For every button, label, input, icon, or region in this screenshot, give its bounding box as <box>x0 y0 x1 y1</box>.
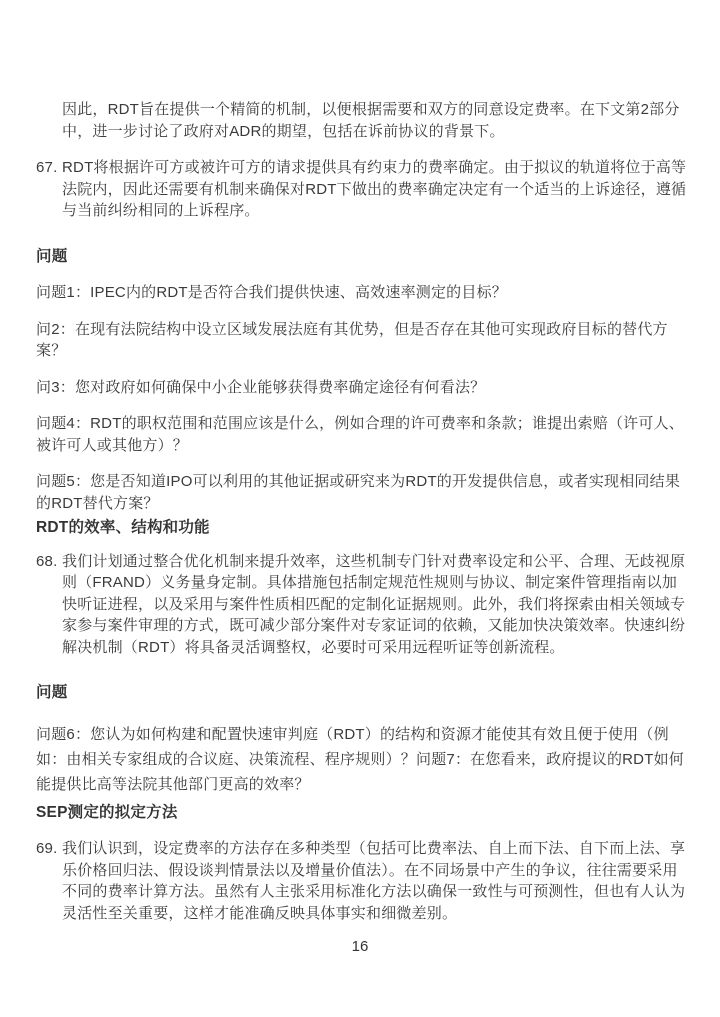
question-3: 问3：您对政府如何确保中小企业能够获得费率确定途径有何看法？ <box>36 378 486 396</box>
intro-paragraph: 因此，RDT旨在提供一个精简的机制，以便根据需要和双方的同意设定费率。在下文第2部分中，进一步讨论了政府对ADR的期望，包括在诉前协议的背景下。 <box>62 101 680 140</box>
questions-heading-1: 问题 <box>36 247 68 265</box>
paragraph-67-text: RDT将根据许可方或被许可方的请求提供具有约束力的费率确定。由于拟议的轨道将位于高等法院内，因此还需要有机制来确保对RDT下做出的费率确定决定有一个适当的上诉途径，遵循与当前纠纷相同的上诉程序。 <box>62 159 687 219</box>
question-6-and-7: 问题6：您认为如何构建和配置快速审判庭（RDT）的结构和资源才能使其有效且便于使用（例如：由相关专家组成的合议庭、决策流程、程序规则）？问题7：在您看来，政府提议的RDT如何能提供比高等法院其他部门更高的效率？ <box>36 725 684 793</box>
paragraph-68-text: 我们计划通过整合优化机制来提升效率，这些机制专门针对费率设定和公平、合理、无歧视原则（FRAND）义务量身定制。具体措施包括制定规范性规则与协议、制定案件管理指南以加快听证进程，以及采用与案件性质相匹配的定制化证据规则。此外，我们将探索由相关领域专家参与案件审理的方式，既可减少部分案件对专家证词的依赖，又能加快决策效率。快速纠纷解决机制（RDT）将具备灵活调整权，必要时可采用远程听证等创新流程。 <box>62 552 686 656</box>
paragraph-67 <box>36 157 690 222</box>
question-2: 问2：在现有法院结构中设立区域发展法庭有其优势，但是否存在其他可实现政府目标的替代方案？ <box>36 320 668 359</box>
paragraph-69 <box>36 838 690 924</box>
questions-heading-2: 问题 <box>36 684 68 701</box>
paragraph-69-text: 我们认识到，设定费率的方法存在多种类型（包括可比费率法、自上而下法、自下而上法、享乐价格回归法、假设谈判情景法以及增量价值法）。在不同场景中产生的争议，往往需要采用不同的费率计算方法。虽然有人主张采用标准化方法以确保一致性与可预测性，但也有人认为灵活性至关重要，这样才能准确反映具体事实和细微差别。 <box>62 840 686 922</box>
rdt-efficiency-heading: RDT的效率、结构和功能 <box>36 519 210 536</box>
question-1: 问题1：IPEC内的RDT是否符合我们提供快速、高效速率测定的目标？ <box>36 284 507 301</box>
page-number: 16 <box>351 938 369 955</box>
question-5: 问题5：您是否知道IPO可以利用的其他证据或研究来为RDT的开发提供信息，或者实现相同结果的RDT替代方案？ <box>36 473 681 512</box>
sep-method-heading: SEP测定的拟定方法 <box>36 803 178 821</box>
paragraph-68 <box>36 551 690 659</box>
paragraph-68-number: 68. <box>36 552 58 570</box>
document-body <box>36 84 690 924</box>
question-4: 问题4：RDT的职权范围和范围应该是什么，例如合理的许可费率和条款；谁提出索赔（许可人、被许可人或其他方）？ <box>36 415 684 454</box>
paragraph-67-number: 67. <box>36 159 58 176</box>
paragraph-69-number: 69. <box>36 840 58 857</box>
